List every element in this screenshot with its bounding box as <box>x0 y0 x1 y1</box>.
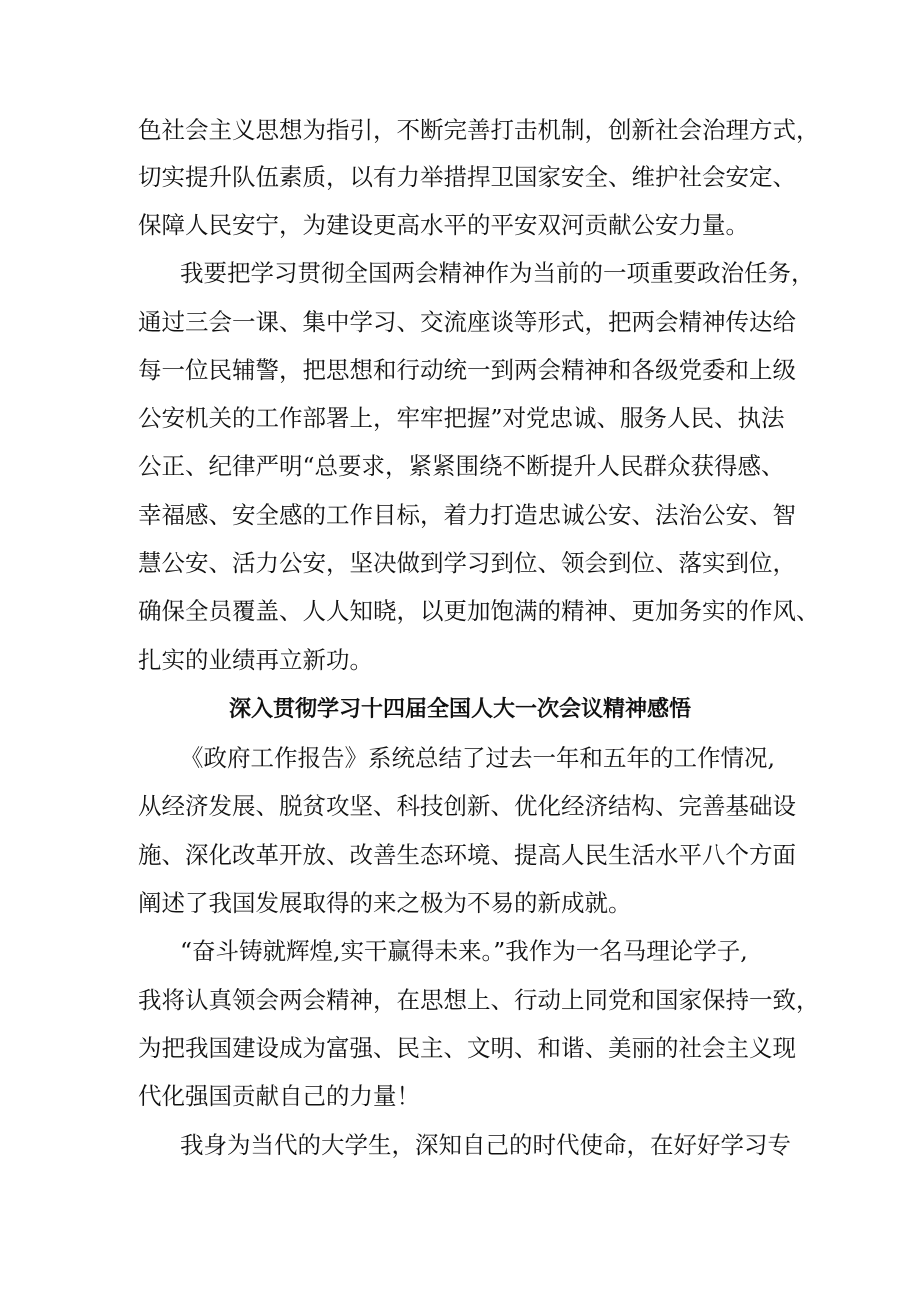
text-line: 我将认真领会两会精神，在思想上、行动上同党和国家保持一致， <box>138 986 820 1014</box>
text-line: 每一位民辅警，把思想和行动统一到两会精神和各级党委和上级 <box>138 356 796 384</box>
text-line: 施、深化改革开放、改善生态环境、提高人民生活水平八个方面 <box>138 841 796 869</box>
text-line: 切实提升队伍素质，以有力举措捍卫国家安全、维护社会安定、 <box>138 163 796 191</box>
text-line: 慧公安、活力公安，坚决做到学习到位、领会到位、落实到位， <box>138 549 796 577</box>
text-line: “奋斗铸就辉煌,实干赢得未来。”我作为一名马理论学子, <box>180 937 748 965</box>
text-line: 我身为当代的大学生，深知自己的时代使命，在好好学习专 <box>180 1131 791 1159</box>
text-line: 公正、纪律严明“总要求，紧紧围绕不断提升人民群众获得感、 <box>138 452 785 480</box>
text-line: 《政府工作报告》系统总结了过去一年和五年的工作情况, <box>180 744 775 772</box>
text-line: 扎实的业绩再立新功。 <box>138 646 373 674</box>
text-line: 确保全员覆盖、人人知晓，以更加饱满的精神、更加务实的作风、 <box>138 597 820 625</box>
text-line: 从经济发展、脱贫攻坚、科技创新、优化经济结构、完善基础设 <box>138 792 796 820</box>
section-heading: 深入贯彻学习十四届全国人大一次会议精神感悟 <box>228 697 691 722</box>
text-line: 幸福感、安全感的工作目标，着力打造忠诚公安、法治公安、智 <box>138 501 796 529</box>
text-line: 阐述了我国发展取得的来之极为不易的新成就。 <box>138 889 632 917</box>
text-line: 色社会主义思想为指引，不断完善打击机制，创新社会治理方式， <box>138 116 820 144</box>
text-line: 代化强国贡献自己的力量！ <box>138 1082 420 1110</box>
text-line: 保障人民安宁，为建设更高水平的平安双河贡献公安力量。 <box>138 211 749 239</box>
text-line: 通过三会一课、集中学习、交流座谈等形式，把两会精神传达给 <box>138 308 796 336</box>
text-line: 我要把学习贯彻全国两会精神作为当前的一项重要政治任务， <box>180 259 815 287</box>
text-line: 公安机关的工作部署上，牢牢把握”对党忠诚、服务人民、执法 <box>138 404 785 432</box>
text-line: 为把我国建设成为富强、民主、文明、和谐、美丽的社会主义现 <box>138 1034 796 1062</box>
